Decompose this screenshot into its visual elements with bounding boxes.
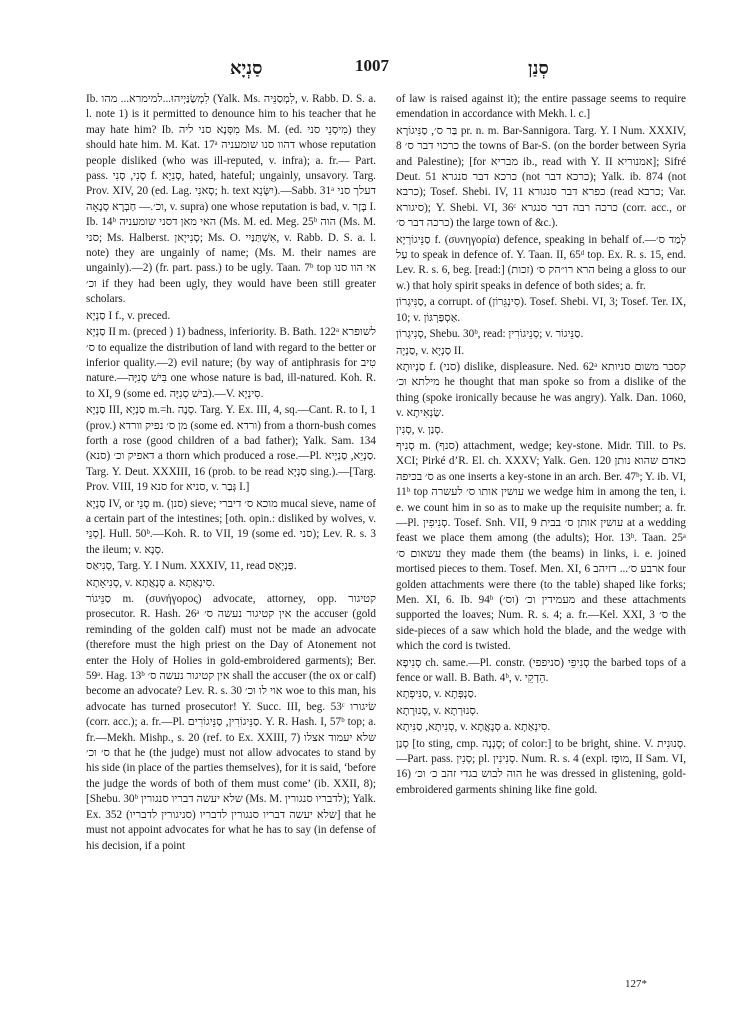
dictionary-entry: סְנִין, v. סְנַן.	[396, 423, 444, 436]
dictionary-entry: סַנְיָא I f., v. preced.	[86, 309, 171, 322]
dictionary-entry: בַּר ס׳, סַנִּיגוֹרָא pr. n. m. Bar-Sannigora. Targ. Y. I Num. XXXIV, 8 כרכוי דבר ס׳ the towns of Bar-S. (on the border between Syria and Palestine); [for מבריא ib., read with Y. II אמנוריא]; Sifré Deut. 51 כרכא דבר סנגרא (not כרכא דבר); Yalk. ib. 874 (not כרבא); Tosef. Shebi. IV, 11 כפרא דבר סנגורא (read כרבא; Var. סיגורא); Y. Shebi. VI, 36ᶜ כרכה רבה דבר סנגרא (corr. acc., or כרכה דבר ס׳) the large town of &c.).	[396, 124, 686, 230]
dictionary-entry: סְנִיאָתָא, v. סְנָאֲתָא a. סִינְאַתָא.	[86, 576, 215, 589]
dictionary-entry: סַנִּיגְרוֹן, a corrupt. of (סִינְגֵּרוֹן). Tosef. Shebi. VI, 3; Tosef. Ter. IX, 10; v. אַסְפַּרְגּוֹן.	[396, 296, 686, 324]
dictionary-entry: סְנִיף m. (סנף) attachment, wedge; key-stone. Midr. Till. to Ps. XCI; Pirké d’R. El. ch. XXXV; Yalk. Gen. 120 כאדם שהוא נותן ס׳ בכיפה as one inserts a key-stone in an arch. Ber. 47ᵇ; Y. ib. VI, 11ᵇ top עושין אותו ס׳ לעשרה we wedge him in among the ten, i. e. we count him in so as to make up the requisite number; a. fr.—Pl. סְנִיפִין. Tosef. Snh. VII, 9 עושין אותן ס׳ בבית at a wedding feast we place them among (the adults); Hor. 13ᵇ. Taan. 25ᵃ עשאום ס׳ they made them (the beams) in links, i. e. joined mortised pieces to them. Tosef. Men. XI, 6 ארבע ס׳... דזיהב four golden attachments were there (to the table) shaped like forks; Men. XI, 6. Ib. 94ᵇ מעמידין וכ׳ (וס׳) and these attachments supported the loaves; Num. R. s. 4; a. fr.—Kel. XXI, 3 ס׳ the side-pieces of a saw which hold the blade, and the wedge with which the cord is twisted.	[396, 439, 687, 653]
dictionary-entry: סַנֵּיגוֹרְיָא f. (συνηγορία) defence, speaking in behalf of.—לְמַד ס׳ עַל to speak in defence of. Y. Taan. II, 65ᵈ top. Ex. R. s. 15, end. Lev. R. s. 6, beg. [read:] הרא רו״הק ס׳ (זכות) being a gloss to our w.) that holy spirit speaks in defence of both sides; a. fr.	[396, 233, 686, 292]
dictionary-entry: סַנֵּיגוֹר m. (συνήγορος) advocate, attorney, opp. קטיגור prosecutor. R. Hash. 26ᵃ אין קטיגור נעשה ס׳ the accuser (gold reminding of the golden calf) must not be made an advocate (therefore must the high priest on the Day of Atonement not enter the Holy of Holies in gold-embroidered garments); Ber. 59ᵃ. Hag. 13ᵇ אין קטיגור נעשה ס׳ shall the accuser (the ox or calf) become an advocate? Lev. R. s. 30 אוי לו וכ׳ woe to this man, his advocate has turned prosecutor! Y. Succ. III, beg. 53ᶜ שׂיגורו (corr. acc.); a. fr.—Pl. סַנֵּיגוֹרִין, סַנֵּיגוֹרִים. Y. R. Hash. I, 57ᵇ top; a. fr.—Mekh. Mishp., s. 20 (ref. to Ex. XXIII, 7) שלא יעמוד אצלו ס׳ וכ׳ that he (the judge) must not allow advocates to stand by his side (in place of the parties themselves), for it is said, ‘before the judge the words of both of them must come’ (ib. XXII, 8); [Shebu. 30ᵇ שלא יעשה דבריו סנגורין (Ms. M. לדבריו סנגורין); Yalk. Ex. 352 שלא יעשה דבריו סנגורין לדבריו (סניגורין לדבריו)] that he must not appoint advocates for what he has to say (in defense of his decision, if a point	[86, 593, 376, 852]
dictionary-entry: Ib. לִמְשַׂנַּיְיהוּ...למימרא... מהו (Yalk. Ms. לִמְסַנֵּיה, v. Rabb. D. S. a. l. note 1) is it permitted to denounce him to his teacher that he may hate him? Ib. מִסְּנָא סני ליה Ms. M. (ed. מִיסְנֵי סני) they should hate him. M. Kat. 17ᵃ דהוו סנו שומעניה whose reputation people disliked (who was ill-reputed, v. infra); a. fr.— Part. pass. סָנִי, סְנִי f. סְנִיָא, hated, hateful; ungainly, unsavory. Targ. Prov. XIV, 20 (ed. Lag. סְאנִי; h. text יִשָּׂנֵא).—Sabb. 31ᵃ דעלך סני וכ׳.— חַבְרָא סְנָאָה, v. supra) one whose reputation is bad, v. בָּזָר I. Ib. 14ᵇ האי מאן דסני שומעניה (Ms. M. ed. Meg. 25ᵇ הוה ‎(Ms. M. סני; Ms. Halberst. סְנִייָאן; Ms. O. אִשְׁתַּנַּיִי, v. Rabb. D. S. a. l. note) they are ungainly of name; (Ms. M. their names are ungainly).—2) (fr. part. pass.) to be ugly. Taan. 7ᵇ top אי הוו סנו וכ׳ if they had been ugly, they would have been still greater scholars.	[86, 93, 377, 306]
dictionary-entry: סְנִיאַס, Targ. Y. I Num. XXXIV, 11, read פַּנְיָאַס.	[86, 560, 297, 573]
signature-mark: 127*	[625, 978, 647, 990]
right-running-headword: סְנַן	[528, 58, 549, 79]
dictionary-entry: of law is raised against it); the entire passage seems to require emendation in accordance with Mekh. l. c.]	[396, 93, 686, 121]
dictionary-entry: סְנַן [to sting, cmp. סָנְנָה; of color:] to be bright, shine. V. סְנוּנִית.—Part. pass. סְנִין; pl. סְנִינִין. Num. R. s. 4 (expl. מוּפָז, II Sam. VI, 16) הוה לבוש בגדי זהב כ׳ וכ׳ he was dressed in glistening, gold-embroidered garments shining like fine gold.	[396, 737, 686, 796]
left-running-headword: סַנְיָא	[230, 58, 263, 79]
dictionary-entry: סְנִיפָא ch. same.—Pl. constr. סְנִיפֵי (סניפפי) the barbed tops of a fence or wall. B. Bath. 4ᵇ, v. הֵדְקֵי.	[396, 656, 686, 685]
dictionary-entry: סַנְיָא IV, or סָנֵי m. (סנן) sieve; מוכא ס׳ דיברי mucal sieve, name of a certain part of the intestines; [oth. opin.: disliked by wolves, v. סְנֵי]. Hull. 50ᵇ.—Koh. R. to VII, 19 (some ed. סני); Lev. R. s. 3 the ileum; v. סְנָא.	[86, 497, 377, 556]
dictionary-entry: סַנִּיפְתָא, v. סַנְפְּתָא.	[396, 688, 477, 701]
left-column	[86, 92, 376, 855]
dictionary-entry: סְנוּרָתָא, v. סְנוּרְתָא.	[396, 704, 479, 717]
page-number: 1007	[355, 56, 389, 75]
right-column	[396, 92, 686, 799]
dictionary-entry: סְנִיגְרוֹן, Shebu. 30ᵇ, read: סְנֵיגוֹרִין; v. סַנֵּיגוֹר.	[396, 328, 584, 341]
dictionary-entry: סַנְיָא III, סַנְיָא m.=h. סְנֶה. Targ. Y. Ex. III, 4, sq.—Cant. R. to I, 1 (prov.) מן ס׳ נפיק וורדא (some ed. ורדא) from a thorn-bush comes forth a rose (good children of a bad father); Yalk. Sam. 134 (סנא) דאפיק וכ׳ a thorn which produced a rose.—Pl. סַנְיֵא, סַנְיָיא. Targ. Y. Deut. XXXIII, 16 (prob. to be read סַנְיָא sing.).—[Targ. Prov. VIII, 19 סנא for סניא, v. גְּבַר I.]	[86, 404, 377, 494]
running-header	[0, 54, 750, 84]
dictionary-entry: סְנִיתָא, סַנִּיתָא, v. סְנָאֲתָא a. סִינְאַתָא.	[396, 721, 551, 734]
dictionary-entry: סַנְיוּתָא f. (סני) dislike, displeasure. Ned. 62ᵃ קסבר משום סניותא מילתא וכ׳ he thought that man spoke so from a dislike of the thing (spoke ironically because he was angry). Yalk. Dan. 1060, v. שַׂנְאִיתָא.	[396, 360, 687, 420]
dictionary-entry: סַנְיָה, v. סַנְיָא II.	[396, 344, 465, 357]
dictionary-entry: סַנְיָא II m. (preced ) 1) badness, inferiority. B. Bath. 122ᵃ לשופרא ס׳ to equalize the distribution of land with regard to the better or inferior quality.—2) evil nature; (by way of antiphrasis for טִיב nature.—בִּישׁ סְנִיָּה one whose nature is bad, ill-natured. Koh. R. to XI, 9 (some ed. בישׁ סְנִיָּה).—V. סִינְיָא.	[86, 326, 376, 400]
